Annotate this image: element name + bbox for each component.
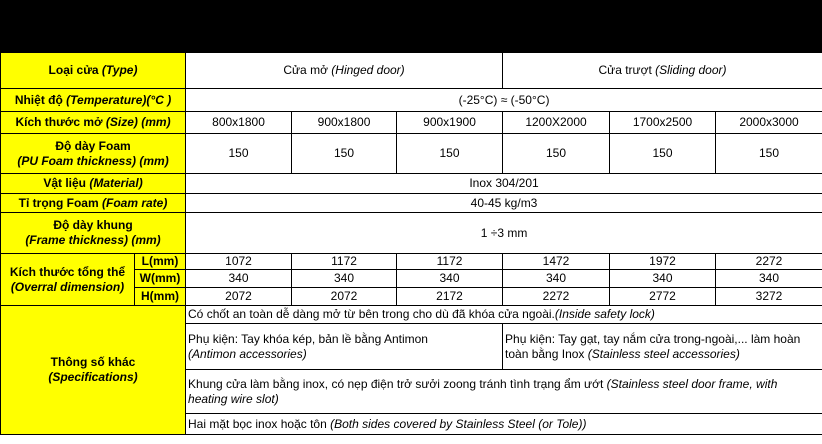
- spec-hinged-accessories: Phụ kiện: Tay khóa kép, bản lề bằng Antimon (Antimon accessories): [186, 324, 503, 370]
- header-row: [1, 1, 822, 53]
- foam-thickness-value: 150: [292, 134, 397, 174]
- dimension-value: 1472: [503, 254, 610, 270]
- dimension-axis: W(mm): [135, 270, 186, 288]
- foam-thickness-label: Độ dày Foam (PU Foam thickness) (mm): [1, 134, 186, 174]
- foam-thickness-value: 150: [397, 134, 503, 174]
- dimension-value: 2772: [610, 288, 716, 306]
- model-name: GAT-SD/1725-F: [610, 1, 716, 53]
- foam-thickness-value: 150: [186, 134, 292, 174]
- opening-size-row: [1, 112, 822, 134]
- dimension-value: 3272: [716, 288, 822, 306]
- opening-size-value: 900x1900: [397, 112, 503, 134]
- dimension-value: 2272: [503, 288, 610, 306]
- dimension-value: 1172: [397, 254, 503, 270]
- temperature-value: (-25°C) ≈ (-50°C): [186, 89, 822, 112]
- frame-thickness-label: Độ dày khung (Frame thickness) (mm): [1, 213, 186, 254]
- model-name: GAT-HD/0919-F: [397, 1, 503, 53]
- material-label: Vật liệu (Material): [1, 174, 186, 194]
- dimension-row-l: [1, 254, 822, 270]
- frame-thickness-row: [1, 213, 822, 254]
- foam-rate-label: Tỉ trọng Foam (Foam rate): [1, 194, 186, 213]
- spec-sliding-accessories: Phụ kiện: Tay gạt, tay nắm cửa trong-ngoài,... làm hoàn toàn bằng Inox (Stainless steel accessories): [503, 324, 822, 370]
- foam-thickness-value: 150: [716, 134, 822, 174]
- foam-thickness-value: 150: [610, 134, 716, 174]
- foam-thickness-row: [1, 134, 822, 174]
- model-label: Model: [1, 1, 186, 53]
- dimension-value: 340: [503, 270, 610, 288]
- dimension-value: 340: [397, 270, 503, 288]
- overall-dimension-label: Kích thước tổng thể (Overral dimension): [1, 254, 135, 306]
- opening-size-value: 900x1800: [292, 112, 397, 134]
- material-row: [1, 174, 822, 194]
- opening-size-value: 800x1800: [186, 112, 292, 134]
- dimension-value: 340: [292, 270, 397, 288]
- spec-frame-text: Khung cửa làm bằng inox, có nẹp điện trở sưởi zoong tránh tình trạng ẩm ướt (Stainless steel door frame, with heating wire slot): [186, 370, 822, 414]
- dimension-axis: H(mm): [135, 288, 186, 306]
- dimension-value: 2172: [397, 288, 503, 306]
- specifications-label: Thông số khác (Specifications): [1, 306, 186, 435]
- foam-rate-row: [1, 194, 822, 213]
- door-type-label: Loại cửa (Type): [1, 53, 186, 89]
- foam-rate-value: 40-45 kg/m3: [186, 194, 822, 213]
- model-name: GAT-SD/1220-F: [503, 1, 610, 53]
- foam-thickness-value: 150: [503, 134, 610, 174]
- dimension-value: 1972: [610, 254, 716, 270]
- opening-size-label: Kích thước mở (Size) (mm): [1, 112, 186, 134]
- hinged-door-cell: Cửa mở (Hinged door): [186, 53, 503, 89]
- model-name: GAT-HD/0818-F: [186, 1, 292, 53]
- opening-size-value: 1700x2500: [610, 112, 716, 134]
- dimension-value: 340: [186, 270, 292, 288]
- opening-size-value: 1200X2000: [503, 112, 610, 134]
- dimension-axis: L(mm): [135, 254, 186, 270]
- spec-lock-row: [1, 306, 822, 324]
- material-value: Inox 304/201: [186, 174, 822, 194]
- dimension-value: 2272: [716, 254, 822, 270]
- spec-lock-text: Có chốt an toàn dễ dàng mở từ bên trong cho dù đã khóa cửa ngoài.(Inside safety lock): [186, 306, 822, 324]
- dimension-value: 340: [716, 270, 822, 288]
- dimension-value: 2072: [186, 288, 292, 306]
- dimension-value: 1172: [292, 254, 397, 270]
- sliding-door-cell: Cửa trượt (Sliding door): [503, 53, 822, 89]
- model-name: GAT-SD/2030-F: [716, 1, 822, 53]
- temperature-row: [1, 89, 822, 112]
- opening-size-value: 2000x3000: [716, 112, 822, 134]
- dimension-value: 2072: [292, 288, 397, 306]
- frame-thickness-value: 1 ÷3 mm: [186, 213, 822, 254]
- dimension-value: 340: [610, 270, 716, 288]
- spec-covering-text: Hai mặt bọc inox hoặc tôn (Both sides covered by Stainless Steel (or Tole)): [186, 414, 822, 435]
- dimension-value: 1072: [186, 254, 292, 270]
- model-name: GAT-HD/0918-F: [292, 1, 397, 53]
- door-type-row: [1, 53, 822, 89]
- temperature-label: Nhiệt độ (Temperature)(°C ): [1, 89, 186, 112]
